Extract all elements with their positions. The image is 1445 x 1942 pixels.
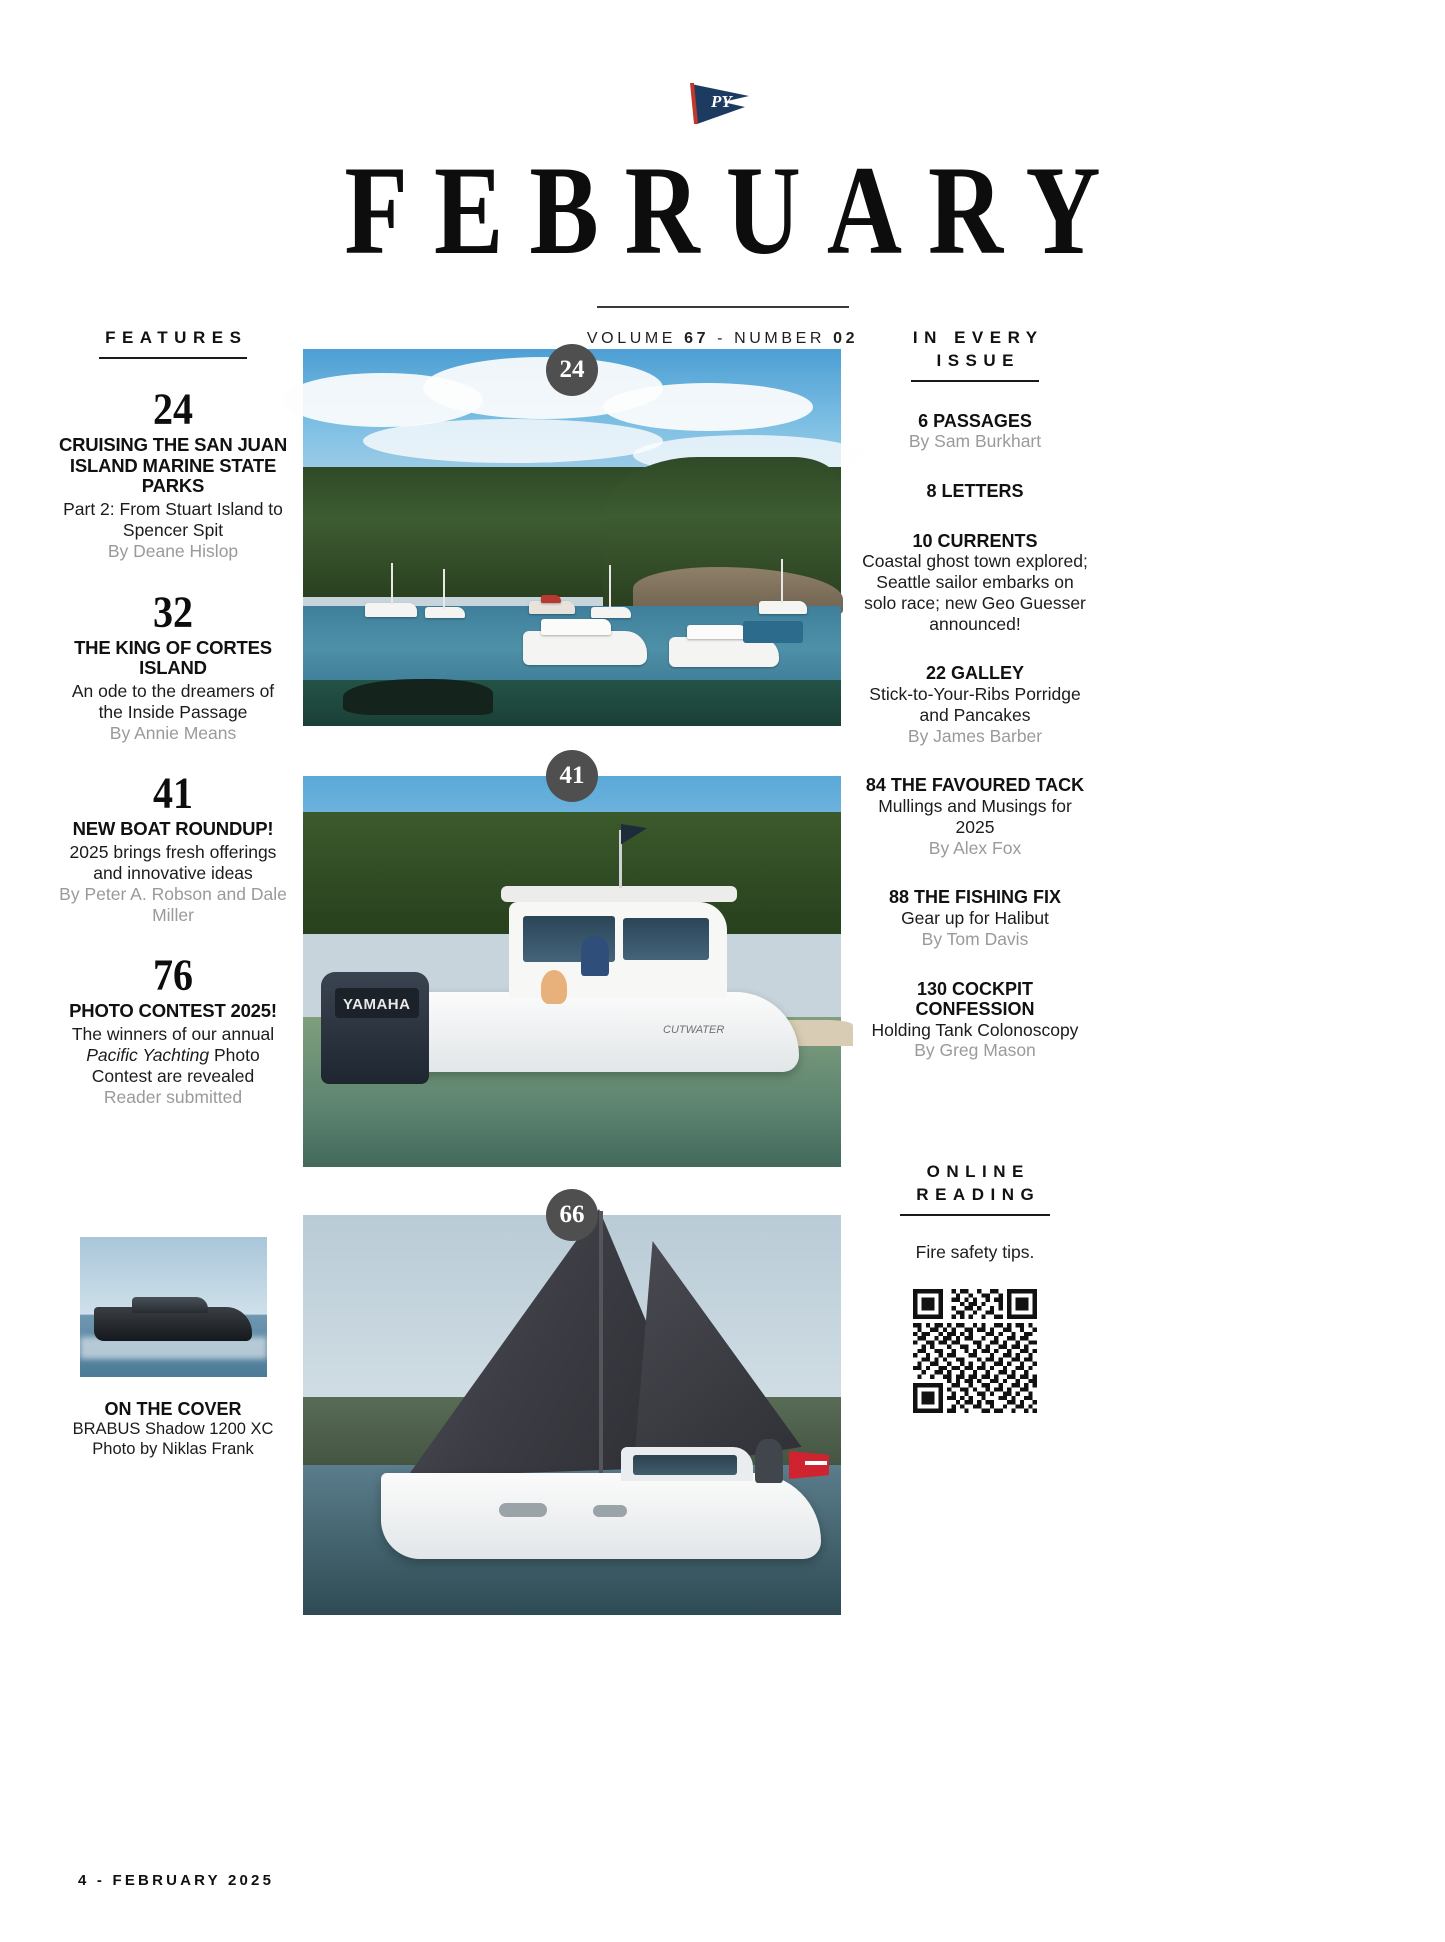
issue-description: Gear up for Halibut: [901, 907, 1049, 928]
issue-byline: By Tom Davis: [921, 928, 1029, 949]
issue-description: Mullings and Musings for 2025: [878, 795, 1072, 837]
issue-entry-letters[interactable]: [860, 481, 1090, 502]
feature-description: Part 2: From Stuart Island to Spencer Spit: [63, 499, 283, 540]
issue-byline: By Greg Mason: [914, 1040, 1036, 1061]
on-the-cover-heading: ON THE COVER: [104, 1399, 242, 1420]
feature-page-number: 32: [153, 586, 193, 636]
issue-title: 6 PASSAGES: [918, 410, 1032, 431]
issue-entry-galley[interactable]: [860, 663, 1090, 746]
feature-photo-san-juan-cove[interactable]: [303, 349, 841, 726]
issue-byline: By Alex Fox: [928, 837, 1022, 858]
feature-entry-32[interactable]: [58, 586, 288, 744]
feature-byline: By Annie Means: [109, 722, 237, 743]
photo-yacht-cabin: [687, 625, 747, 639]
photo-boat-cabin: [541, 595, 561, 603]
feature-entry-24[interactable]: [58, 383, 288, 562]
photo-yacht-cabin: [541, 619, 611, 635]
issue-title: 10 CURRENTS: [912, 530, 1038, 551]
on-the-cover-photo-credit: Photo by Niklas Frank: [92, 1440, 254, 1459]
issue-description: Holding Tank Colonoscopy: [871, 1019, 1079, 1040]
feature-title: CRUISING THE SAN JUAN ISLAND MARINE STATE PARKS: [58, 433, 288, 497]
issue-entry-favoured-tack[interactable]: [860, 775, 1090, 858]
feature-title: THE KING OF CORTES ISLAND: [74, 636, 272, 679]
photo-mast: [781, 559, 783, 603]
issue-number: 02: [833, 330, 859, 347]
page-footer: 4 - FEBRUARY 2025: [78, 1872, 275, 1889]
photo-boat-nameplate: CUTWATER: [663, 1024, 725, 1036]
feature-desc-magazine-name: Pacific Yachting: [86, 1044, 210, 1065]
photo-dodger-window: [633, 1455, 737, 1475]
in-every-issue-heading-line2: ISSUE: [936, 350, 1021, 370]
in-every-issue-heading: [860, 327, 1090, 373]
issue-entry-passages[interactable]: [860, 411, 1090, 452]
photo-mast: [609, 565, 611, 609]
photo-mast: [391, 563, 393, 605]
issue-entry-fishing-fix[interactable]: [860, 887, 1090, 949]
volume-number: 67: [684, 330, 710, 347]
on-the-cover-subject: BRABUS Shadow 1200 XC: [72, 1420, 274, 1439]
online-reading-heading-rule: [900, 1214, 1050, 1216]
online-reading-heading: [860, 1161, 1090, 1207]
photo-hardtop: [501, 886, 737, 902]
photo-large-motor-yacht: [523, 631, 647, 665]
feature-byline: Reader submitted: [103, 1086, 243, 1107]
issue-byline: By James Barber: [907, 725, 1043, 746]
feature-page-number: 76: [153, 950, 193, 1000]
feature-page-number: 41: [153, 768, 193, 818]
on-the-cover-block: [58, 1237, 288, 1460]
features-column: [58, 327, 288, 1460]
pacific-yachting-burgee-logo: [663, 78, 783, 130]
issue-title: 22 GALLEY: [925, 663, 1025, 684]
online-reading-block: [860, 1161, 1090, 1413]
photo-person: [541, 970, 567, 1004]
in-every-issue-heading-rule: [911, 380, 1039, 382]
feature-title: PHOTO CONTEST 2025!: [69, 1000, 277, 1022]
feature-description: [58, 1024, 288, 1086]
photo-boat: [365, 603, 417, 617]
photo-person-at-helm: [581, 936, 609, 976]
photo-boat: [759, 601, 807, 614]
issue-description: Coastal ghost town explored; Seattle sailor embarks on solo race; new Geo Guesser announced!: [862, 551, 1088, 634]
feature-entry-41[interactable]: [58, 768, 288, 925]
volume-label: VOLUME: [586, 330, 677, 347]
toc-content: [0, 327, 1445, 1942]
photo-mast: [599, 1211, 603, 1479]
feature-photo-new-boat[interactable]: [303, 762, 841, 1167]
issue-entry-cockpit-confession[interactable]: [860, 979, 1090, 1062]
issue-description: Stick-to-Your-Ribs Porridge and Pancakes: [869, 684, 1081, 725]
issue-title: 130 COCKPIT CONFESSION: [915, 978, 1035, 1020]
volume-separator: -: [717, 330, 727, 347]
issue-title: 88 THE FISHING FIX: [888, 887, 1062, 908]
issue-byline: By Sam Burkhart: [908, 431, 1042, 452]
feature-byline: By Deane Hislop: [107, 540, 239, 561]
issue-title: 84 THE FAVOURED TACK: [865, 775, 1085, 796]
photo-hull-port: [593, 1505, 627, 1517]
photo-mast: [443, 569, 445, 609]
number-label: NUMBER: [734, 330, 826, 347]
feature-desc-part1: The winners of our annual: [71, 1024, 275, 1045]
photo-boat-hull: [369, 992, 799, 1072]
photo-hull-port: [499, 1503, 547, 1517]
feature-desc-part2: Photo Contest are revealed: [91, 1044, 260, 1086]
online-reading-heading-line2: READING: [916, 1185, 1041, 1205]
feature-byline: By Peter A. Robson and Dale Miller: [59, 883, 287, 925]
feature-entry-76[interactable]: [58, 950, 288, 1107]
qr-code[interactable]: [913, 1289, 1037, 1413]
svg-text:PY: PY: [710, 92, 732, 111]
photo-boat-canopy: [743, 621, 803, 643]
photo-crew-member: [755, 1439, 783, 1483]
feature-page-number: 24: [153, 383, 193, 434]
photo-foreground-rocks: [343, 679, 493, 715]
page-title-month: FEBRUARY: [344, 140, 1127, 281]
issue-entry-currents[interactable]: [860, 531, 1090, 635]
photo-danish-flag: [789, 1451, 829, 1479]
photo-column: [303, 327, 841, 1615]
cover-boat-superstructure: [132, 1297, 208, 1313]
photo-boat: [425, 607, 465, 618]
in-every-issue-heading-line1: IN EVERY: [912, 328, 1044, 347]
photo-cabin-window: [623, 918, 709, 960]
photo-boat: [591, 607, 631, 618]
cloud: [603, 383, 813, 431]
photo-page-badge[interactable]: 66: [546, 1189, 598, 1241]
masthead: [0, 0, 1445, 348]
photo-engine-brand: YAMAHA: [343, 996, 411, 1013]
feature-title: NEW BOAT ROUNDUP!: [72, 818, 274, 840]
cloud: [363, 419, 663, 463]
issue-title: 8 LETTERS: [926, 481, 1024, 502]
feature-description: An ode to the dreamers of the Inside Passage: [71, 680, 275, 722]
photo-page-badge[interactable]: 24: [546, 344, 598, 396]
cover-thumbnail-image: [80, 1237, 267, 1377]
online-reading-description: Fire safety tips.: [915, 1242, 1035, 1263]
feature-photo-sailboat[interactable]: [303, 1201, 841, 1615]
in-every-issue-column: [860, 327, 1090, 1413]
feature-description: 2025 brings fresh offerings and innovative ideas: [69, 842, 277, 883]
features-heading-rule: [99, 357, 247, 359]
online-reading-heading-line1: ONLINE: [926, 1162, 1030, 1182]
features-heading: FEATURES: [105, 328, 248, 347]
masthead-divider: [597, 306, 849, 308]
photo-page-badge[interactable]: 41: [546, 750, 598, 802]
photo-flag-cross-bar: [805, 1461, 827, 1465]
